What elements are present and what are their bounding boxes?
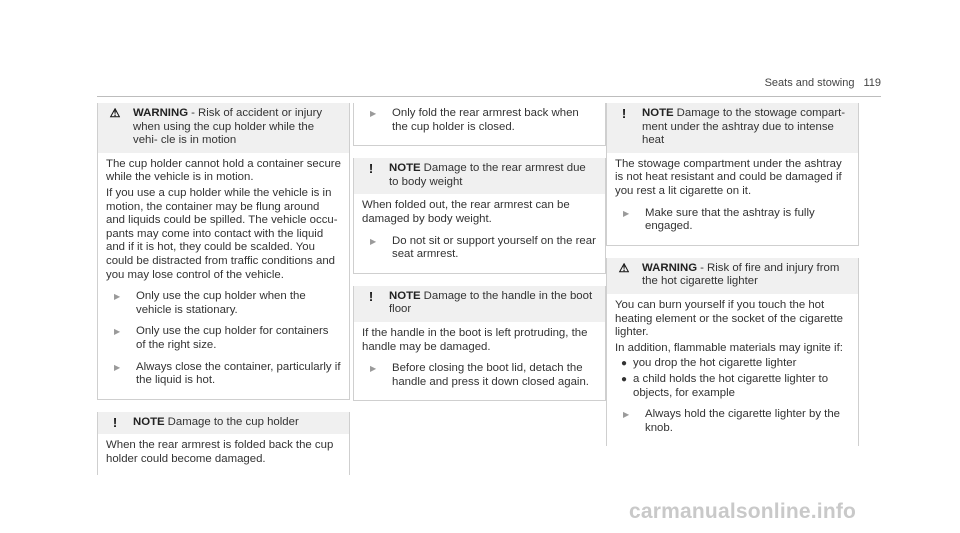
warning-header [607, 258, 858, 294]
header-rule [97, 96, 881, 97]
note-header [354, 286, 605, 322]
note-title: Damage to the handle in the boot floor [389, 289, 593, 316]
warning-triangle-icon: ⚠ [618, 260, 630, 275]
paragraph: If you use a cup holder while the vehicle is in motion, the container may be flung around and liquids could be spilled. The vehicle occu- pants may come into contact with the liquid and if it is hot, they could be scalded. You could be distracted from traffic conditions and you may lose control of the vehicle. [106, 186, 338, 281]
instruction-step: ▶ Before closing the boot lid, detach the handle and press it down closed again. [362, 362, 597, 389]
column-3 [606, 103, 859, 446]
arrow-right-icon: ▶ [370, 236, 377, 246]
note-exclamation-icon: ! [368, 288, 374, 304]
instruction-step: ▶ Only fold the rear armrest back when the cup holder is closed. [362, 107, 597, 134]
note-box-rear-armrest [353, 158, 606, 274]
arrow-right-icon: ▶ [370, 364, 377, 374]
warning-header [98, 103, 349, 153]
instruction-step: ▶ Always hold the cigarette lighter by the knob. [615, 408, 850, 435]
warning-body [98, 153, 349, 399]
note-keyword: NOTE [133, 415, 165, 428]
note-box-stowage [606, 103, 859, 246]
note-keyword: NOTE [389, 162, 421, 175]
note-box-cup-holder [97, 412, 350, 476]
paragraph: You can burn yourself if you touch the hot heating element or the socket of the cigarette lighter. [615, 298, 843, 339]
note-header [607, 103, 858, 153]
warning-title: - Risk of fire and injury from the hot cigarette lighter [642, 261, 840, 288]
column-1 [97, 103, 350, 475]
arrow-right-icon: ▶ [623, 208, 630, 218]
note-header [98, 412, 349, 435]
note-body [607, 153, 858, 245]
page-number: 119 [863, 77, 881, 89]
watermark: carmanualsonline.info [629, 500, 857, 523]
paragraph: When the rear armrest is folded back the cup holder could become damaged. [106, 439, 334, 465]
running-header [765, 77, 881, 91]
warning-body [607, 294, 858, 446]
instruction-step: ▶ Always close the container, particularly if the liquid is hot. [106, 361, 341, 388]
warning-box-cigarette-lighter [606, 258, 859, 447]
bullet-icon: ● [621, 358, 628, 370]
instruction-step: ▶ Only use the cup holder when the vehicle is stationary. [106, 290, 341, 317]
note-title: Damage to the rear armrest due to body weight [389, 162, 586, 188]
instruction-step: ▶ Only use the cup holder for containers of the right size. [106, 325, 341, 352]
note-body [98, 434, 349, 475]
note-keyword: NOTE [389, 289, 421, 302]
warning-keyword: WARNING [642, 261, 698, 274]
arrow-right-icon: ▶ [623, 410, 630, 420]
instruction-step: ▶ Do not sit or support yourself on the rear seat armrest. [362, 235, 597, 262]
arrow-right-icon: ▶ [370, 109, 377, 118]
warning-keyword: WARNING [133, 107, 189, 119]
paragraph: If the handle in the boot is left protruding, the handle may be damaged. [362, 326, 588, 353]
paragraph: The cup holder cannot hold a container secure while the vehicle is in motion. [106, 157, 341, 184]
warning-title: - Risk of accident or injury when using the cup holder while the vehi- cle is in motion [133, 107, 323, 147]
instruction-step: ▶ Make sure that the ashtray is fully engaged. [615, 207, 850, 234]
note-body [354, 322, 605, 400]
bullet-icon: ● [621, 373, 628, 385]
list-item: ● a child holds the hot cigarette lighter to objects, for example [615, 373, 850, 400]
paragraph: In addition, flammable materials may ignite if: [615, 341, 843, 354]
list-item: ● you drop the hot cigarette lighter [615, 357, 850, 371]
section-title: Seats and stowing [764, 77, 855, 89]
arrow-right-icon: ▶ [114, 292, 121, 302]
note-box-boot-handle [353, 286, 606, 402]
note-keyword: NOTE [642, 107, 674, 119]
note-exclamation-icon: ! [112, 414, 118, 430]
warning-triangle-icon: ⚠ [109, 106, 121, 120]
note-title: Damage to the stowage compart- ment under the ashtray due to intense heat [642, 107, 846, 147]
continued-box [353, 103, 606, 146]
note-exclamation-icon: ! [368, 161, 374, 177]
arrow-right-icon: ▶ [114, 327, 121, 337]
column-2 [353, 103, 606, 401]
note-body [354, 194, 605, 272]
paragraph: The stowage compartment under the ashtray is not heat resistant and could be damaged if you rest a lit cigarette on it. [615, 157, 842, 197]
paragraph: When folded out, the rear armrest can be damaged by body weight. [362, 199, 570, 225]
warning-box-cup-holder [97, 103, 350, 400]
note-header [354, 158, 605, 194]
arrow-right-icon: ▶ [114, 362, 121, 372]
note-title: Damage to the cup holder [167, 415, 299, 428]
note-exclamation-icon: ! [621, 106, 627, 121]
